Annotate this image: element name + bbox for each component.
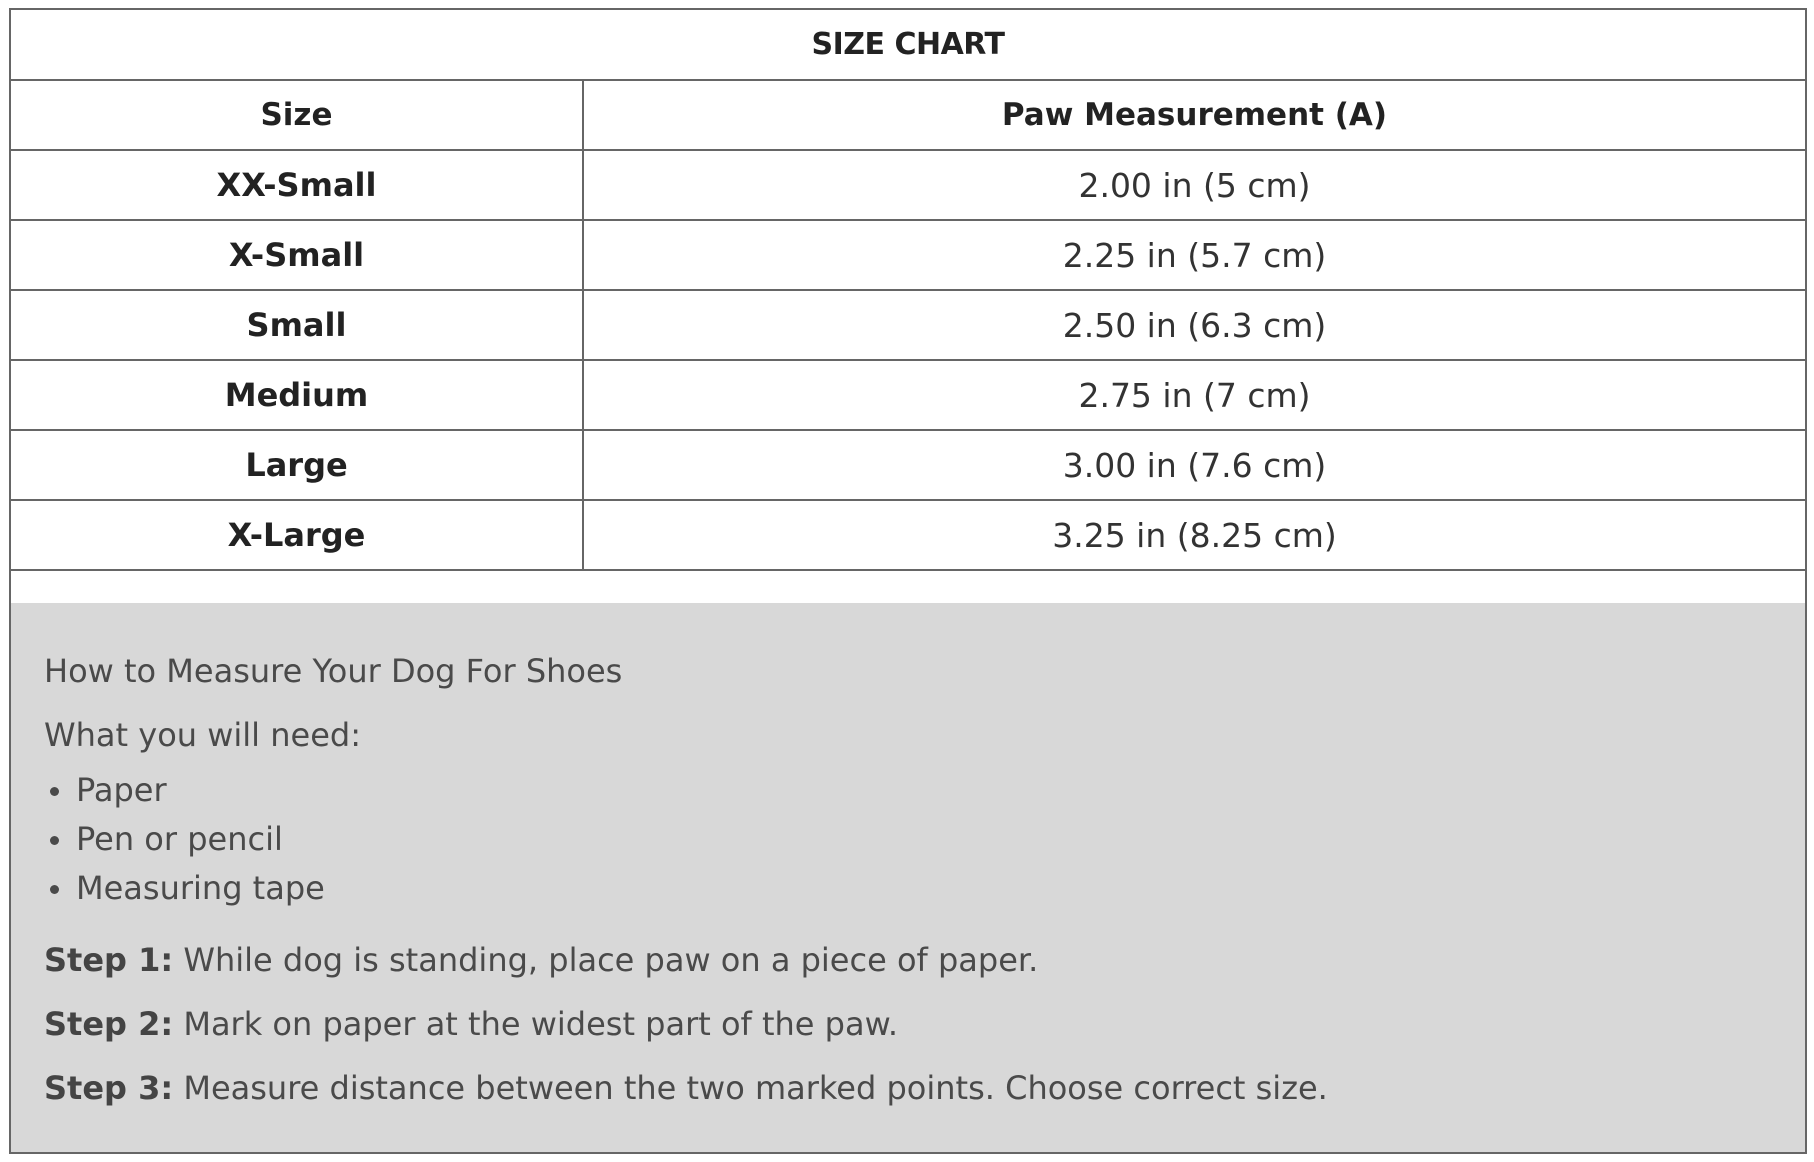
supply-label: Paper — [76, 771, 167, 809]
size-chart-table — [11, 10, 1805, 571]
table-header-row — [11, 80, 1805, 150]
supplies-list — [44, 766, 325, 913]
measurement-cell: 2.00 in (5 cm) — [583, 150, 1805, 220]
bullet-icon — [50, 787, 59, 796]
measurement-cell: 2.75 in (7 cm) — [583, 360, 1805, 430]
size-cell: X-Small — [11, 220, 583, 290]
size-cell: X-Large — [11, 500, 583, 570]
table-row — [11, 290, 1805, 360]
bullet-icon — [50, 885, 59, 894]
step-1 — [44, 941, 1038, 979]
measurement-cell: 3.25 in (8.25 cm) — [583, 500, 1805, 570]
step-label: Step 1: — [44, 941, 174, 979]
list-item — [44, 766, 325, 815]
step-label: Step 3: — [44, 1069, 174, 1107]
size-chart-container — [9, 8, 1807, 1154]
column-header-size: Size — [11, 80, 583, 150]
measurement-cell: 2.25 in (5.7 cm) — [583, 220, 1805, 290]
supply-label: Measuring tape — [76, 869, 325, 907]
table-row — [11, 360, 1805, 430]
step-2 — [44, 1005, 898, 1043]
size-cell: Small — [11, 290, 583, 360]
what-you-need-label: What you will need: — [44, 716, 361, 754]
how-to-measure-panel — [11, 603, 1805, 1152]
size-cell: Medium — [11, 360, 583, 430]
step-text: Mark on paper at the widest part of the paw. — [173, 1005, 898, 1043]
bullet-icon — [50, 836, 59, 845]
step-3 — [44, 1069, 1328, 1107]
table-title-row — [11, 10, 1805, 80]
table-row — [11, 220, 1805, 290]
table-row — [11, 150, 1805, 220]
size-cell: Large — [11, 430, 583, 500]
list-item — [44, 815, 325, 864]
how-to-title: How to Measure Your Dog For Shoes — [44, 652, 623, 690]
measurement-cell: 2.50 in (6.3 cm) — [583, 290, 1805, 360]
size-cell: XX-Small — [11, 150, 583, 220]
list-item — [44, 864, 325, 913]
step-text: Measure distance between the two marked points. Choose correct size. — [173, 1069, 1328, 1107]
table-row — [11, 430, 1805, 500]
step-label: Step 2: — [44, 1005, 174, 1043]
step-text: While dog is standing, place paw on a piece of paper. — [173, 941, 1039, 979]
supply-label: Pen or pencil — [76, 820, 283, 858]
measurement-cell: 3.00 in (7.6 cm) — [583, 430, 1805, 500]
column-header-paw-measurement: Paw Measurement (A) — [583, 80, 1805, 150]
table-row — [11, 500, 1805, 570]
table-title: SIZE CHART — [11, 10, 1805, 80]
